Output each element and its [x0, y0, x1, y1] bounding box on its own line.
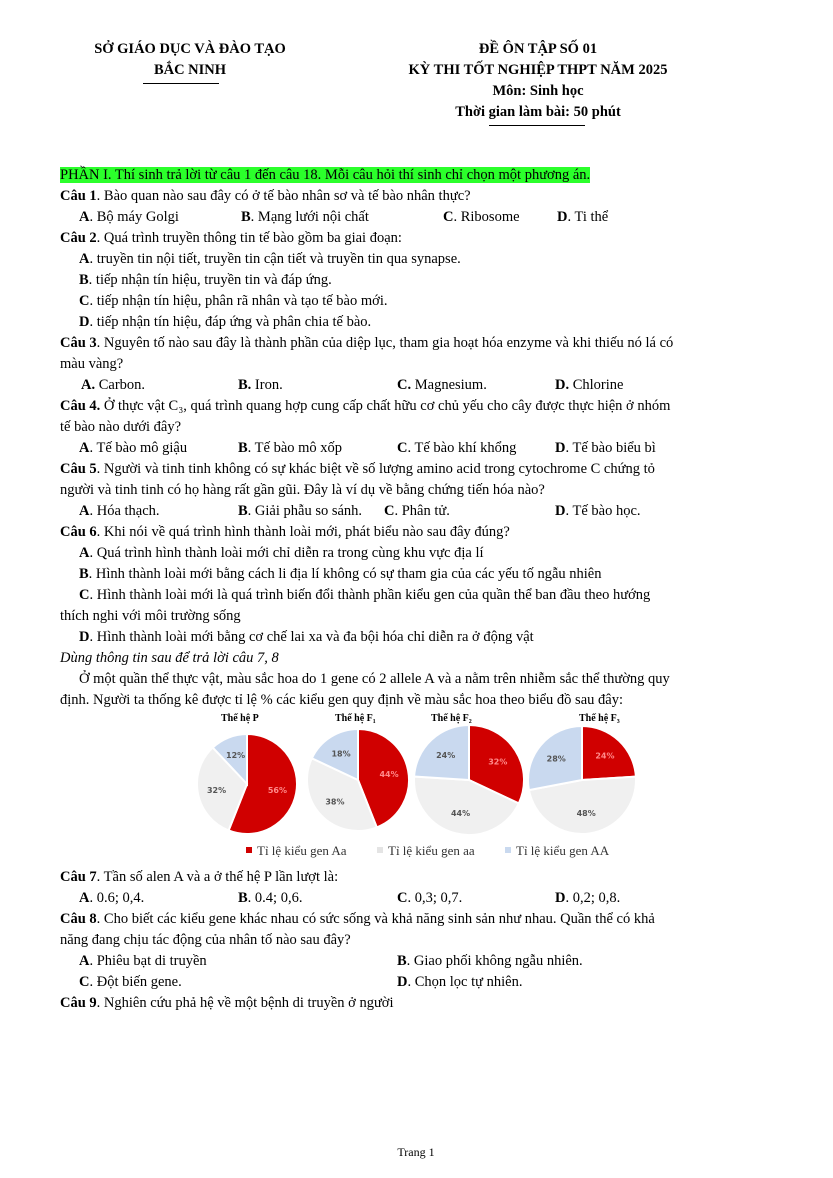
pie-title-p: Thế hệ P: [221, 713, 259, 724]
question-2: Câu 2. Quá trình truyền thông tin tế bào gồm ba giai đoạn:: [60, 230, 402, 246]
pie-label-2-Aa: 32%: [488, 757, 508, 767]
legend-item-aa-rec: Tỉ lệ kiểu gen aa: [377, 843, 475, 859]
q7-option-a: A. 0.6; 0,4.: [79, 890, 145, 906]
legend-swatch-aa-het: [246, 847, 252, 853]
q2-option-a: A. truyền tin nội tiết, truyền tin cận tiết và truyền tin qua synapse.: [79, 251, 461, 267]
pie-label-0-Aa: 56%: [267, 785, 288, 795]
q1-option-a: A. Bộ máy Golgi: [79, 209, 179, 225]
info-paragraph-cont: định. Người ta thống kê được tỉ lệ % các kiểu gen quy định về màu sắc hoa theo biểu đồ sau đây:: [60, 692, 623, 708]
q2-option-b: B. tiếp nhận tín hiệu, truyền tin và đáp ứng.: [79, 272, 332, 288]
pie-label-1-Aa: 44%: [379, 770, 399, 780]
page-number: Trang 1: [397, 1145, 435, 1159]
exam-name: KỲ THI TỐT NGHIỆP THPT NĂM 2025: [408, 62, 668, 78]
question-8: Câu 8. Cho biết các kiểu gene khác nhau có sức sống và khả năng sinh sản như nhau. Quần thể có khả: [60, 911, 655, 927]
province-name: BẮC NINH: [153, 62, 227, 78]
q8-option-c: C. Đột biến gene.: [79, 974, 182, 990]
exam-duration: Thời gian làm bài: 50 phút: [455, 104, 621, 120]
q5-option-d: D. Tế bào học.: [555, 503, 641, 519]
q3-option-a: A. Carbon.: [81, 377, 146, 393]
q4-option-a: A. Tế bào mô giậu: [79, 440, 188, 456]
legend-item-aa-het: Tỉ lệ kiểu gen Aa: [246, 843, 347, 859]
q8-option-b: B. Giao phối không ngẫu nhiên.: [397, 953, 583, 969]
pie-label-1-AA: 18%: [331, 749, 351, 759]
q7-option-b: B. 0.4; 0,6.: [238, 890, 303, 906]
pie-title-f3: Thế hệ F₃: [579, 713, 620, 724]
pie-label-0-aa: 32%: [206, 785, 227, 795]
question-4-cont: tế bào nào dưới đây?: [60, 419, 182, 435]
q2-option-d: D. tiếp nhận tín hiệu, đáp ứng và phân chia tế bào.: [79, 314, 372, 330]
q6-option-c-cont: thích nghi với môi trường sống: [60, 608, 241, 624]
legend-item-aa-dom: Tỉ lệ kiểu gen AA: [505, 843, 609, 859]
department-name: SỞ GIÁO DỤC VÀ ĐÀO TẠO: [94, 41, 286, 57]
info-paragraph: Ở một quần thể thực vật, màu sắc hoa do 1 gene có 2 allele A và a nằm trên nhiễm sắc thể thường quy: [79, 671, 670, 687]
q5-option-b: B. Giải phẫu so sánh.: [238, 503, 363, 519]
question-4: Câu 4. Ở thực vật C₃, quá trình quang hợp cung cấp chất hữu cơ chủ yếu cho cây được thực hiện ở nhóm: [60, 398, 671, 414]
question-5-cont: người và tinh tinh có họ hàng rất gần gũi. Đây là ví dụ về bằng chứng tiến hóa nào?: [60, 482, 545, 498]
question-3-cont: màu vàng?: [60, 356, 124, 372]
q6-option-c: C. Hình thành loài mới là quá trình biến đổi thành phần kiểu gen của quần thể ban đầu theo hướng: [79, 587, 651, 603]
pie-label-1-aa: 38%: [325, 797, 345, 807]
q6-option-d: D. Hình thành loài mới bằng cơ chế lai xa và đa bội hóa chỉ diễn ra ở động vật: [79, 629, 534, 645]
question-9: Câu 9. Nghiên cứu phả hệ về một bệnh di truyền ở người: [60, 995, 394, 1011]
q7-option-d: D. 0,2; 0,8.: [555, 890, 621, 906]
q3-option-c: C. Magnesium.: [397, 377, 487, 393]
q5-option-c: C. Phân tử.: [384, 503, 450, 519]
legend-swatch-aa-rec: [377, 847, 383, 853]
pie-label-3-Aa: 24%: [595, 751, 615, 761]
exam-number: ĐỀ ÔN TẬP SỐ 01: [478, 41, 598, 57]
pie-label-0-AA: 12%: [226, 751, 246, 761]
subject: Môn: Sinh học: [492, 83, 584, 99]
pie-title-f2: Thế hệ F₂: [431, 713, 472, 724]
question-3: Câu 3. Nguyên tố nào sau đây là thành phần của diệp lục, tham gia hoạt hóa enzyme và khi thiếu nó lá có: [60, 335, 674, 351]
part1-heading: PHẦN I. Thí sinh trả lời từ câu 1 đến câu 18. Mỗi câu hỏi thí sinh chỉ chọn một phương án.: [60, 167, 591, 183]
q8-option-d: D. Chọn lọc tự nhiên.: [397, 974, 523, 990]
pie-label-3-aa: 48%: [576, 809, 596, 819]
q7-option-c: C. 0,3; 0,7.: [397, 890, 463, 906]
q6-option-a: A. Quá trình hình thành loài mới chỉ diễn ra trong cùng khu vực địa lí: [79, 545, 484, 561]
question-1: Câu 1. Bào quan nào sau đây có ở tế bào nhân sơ và tế bào nhân thực?: [60, 188, 471, 204]
q3-option-d: D. Chlorine: [555, 377, 624, 393]
question-7: Câu 7. Tần số alen A và a ở thế hệ P lần lượt là:: [60, 869, 339, 885]
question-5: Câu 5. Người và tinh tinh không có sự khác biệt về số lượng amino acid trong cytochrome C chứng tỏ: [60, 461, 655, 477]
question-6: Câu 6. Khi nói về quá trình hình thành loài mới, phát biểu nào sau đây đúng?: [60, 524, 510, 540]
q1-option-d: D. Ti thể: [557, 209, 609, 225]
pie-label-2-AA: 24%: [436, 751, 456, 761]
q1-option-c: C. Ribosome: [443, 209, 520, 225]
pie-title-f1: Thế hệ F₁: [335, 713, 376, 724]
q4-option-b: B. Tế bào mô xốp: [238, 440, 343, 456]
q5-option-a: A. Hóa thạch.: [79, 503, 160, 519]
pie-label-3-AA: 28%: [546, 754, 566, 764]
question-8-cont: năng đang chịu tác động của nhân tố nào sau đây?: [60, 932, 351, 948]
q4-option-d: D. Tế bào biểu bì: [555, 440, 656, 456]
q2-option-c: C. tiếp nhận tín hiệu, phân rã nhân và tạo tế bào mới.: [79, 293, 388, 309]
q6-option-b: B. Hình thành loài mới bằng cách li địa lí không có sự tham gia của các yếu tố ngẫu nhiên: [79, 566, 602, 582]
legend-swatch-aa-dom: [505, 847, 511, 853]
info-intro: Dùng thông tin sau để trả lời câu 7, 8: [60, 650, 279, 666]
q4-option-c: C. Tế bào khí khổng: [397, 440, 517, 456]
q3-option-b: B. Iron.: [238, 377, 283, 393]
q1-option-b: B. Mạng lưới nội chất: [241, 209, 369, 225]
q8-option-a: A. Phiêu bạt di truyền: [79, 953, 207, 969]
pie-label-2-aa: 44%: [450, 809, 471, 819]
